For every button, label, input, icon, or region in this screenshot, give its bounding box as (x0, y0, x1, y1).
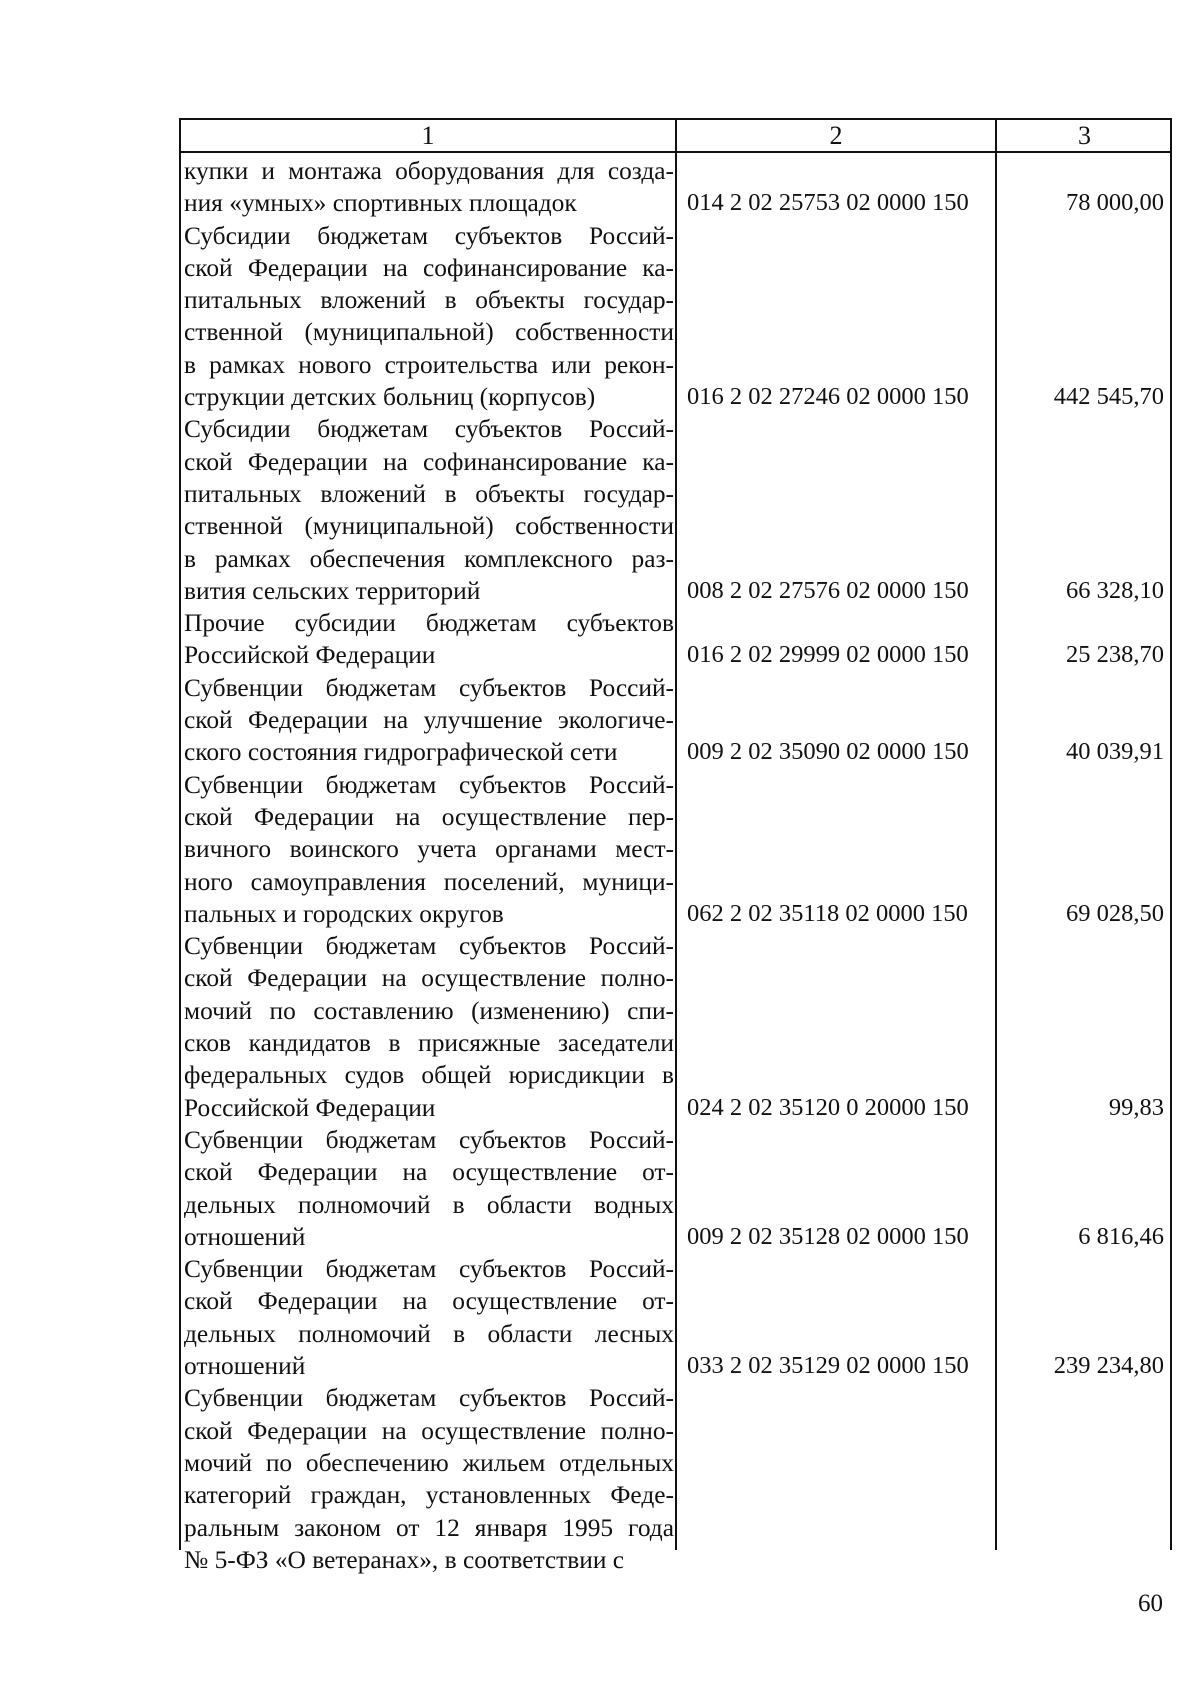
description-line: ской Федерации на улучшение экологиче- (184, 706, 674, 735)
description-line: дельных полномочий в области водных (184, 1190, 674, 1219)
budget-code: 008 2 02 27576 02 0000 150 (687, 576, 969, 604)
description-line: вития сельских территорий (184, 576, 481, 605)
amount: 239 234,80 (1053, 1352, 1164, 1380)
description-line: № 5-ФЗ «О ветеранах», в соответствии с (184, 1545, 625, 1574)
table-row (181, 607, 1170, 672)
description-line: купки и монтажа оборудования для созда- (184, 157, 674, 185)
description-line: струкции детских больниц (корпусов) (184, 383, 596, 412)
description-line: Субвенции бюджетам субъектов Россий- (184, 1126, 674, 1154)
amount: 69 028,50 (1066, 899, 1164, 927)
description-line: ской Федерации на осуществление полно- (184, 1416, 674, 1445)
row-description (184, 155, 674, 220)
budget-code: 062 2 02 35118 02 0000 150 (687, 899, 968, 927)
amount: 40 039,91 (1066, 738, 1164, 766)
row-description (184, 930, 674, 1124)
description-line: дельных полномочий в области лесных (184, 1319, 674, 1348)
amount: 99,83 (1108, 1093, 1164, 1121)
budget-code: 024 2 02 35120 0 20000 150 (687, 1093, 969, 1121)
description-line: ния «умных» спортивных площадок (184, 189, 577, 218)
budget-code: 016 2 02 27246 02 0000 150 (687, 383, 969, 411)
description-line: пальных и городских округов (184, 899, 504, 928)
table-row (181, 1124, 1170, 1253)
description-line: Субсидии бюджетам субъектов Россий- (184, 415, 674, 444)
description-line: ственной (муниципальной) собственности (184, 318, 674, 347)
description-line: ственной (муниципальной) собственности (184, 512, 674, 541)
description-line: Субвенции бюджетам субъектов Россий- (184, 1384, 674, 1413)
description-line: отношений (184, 1222, 306, 1251)
description-line: Субвенции бюджетам субъектов Россий- (184, 673, 674, 702)
row-description (184, 672, 674, 769)
description-line: Прочие субсидии бюджетам субъектов (184, 609, 674, 638)
header-col-2: 2 (829, 121, 843, 150)
budget-table (179, 118, 1172, 1574)
description-line: Субвенции бюджетам субъектов Россий- (184, 932, 674, 961)
row-description (184, 1253, 674, 1382)
amount: 6 816,46 (1078, 1222, 1164, 1250)
description-line: Российской Федерации (184, 1093, 436, 1122)
table-row (181, 155, 1170, 220)
description-line: ской Федерации на осуществление от- (184, 1158, 674, 1187)
description-line: Субвенции бюджетам субъектов Россий- (184, 1255, 674, 1284)
header-col-1: 1 (421, 121, 435, 150)
table-row (181, 769, 1170, 931)
page-number: 60 (1138, 1590, 1163, 1617)
description-line: питальных вложений в объекты государ- (184, 479, 674, 508)
description-line: ской Федерации на осуществление полно- (184, 964, 674, 993)
description-line: категорий граждан, установленных Феде- (184, 1481, 674, 1510)
table-row (181, 1253, 1170, 1382)
row-description (184, 220, 674, 414)
description-line: Субвенции бюджетам субъектов Россий- (184, 770, 674, 799)
row-description (184, 607, 674, 672)
description-line: ской Федерации на софинансирование ка- (184, 253, 674, 282)
row-description (184, 1124, 674, 1253)
budget-code: 009 2 02 35090 02 0000 150 (687, 738, 969, 766)
budget-code: 009 2 02 35128 02 0000 150 (687, 1222, 969, 1250)
description-line: сков кандидатов в присяжные заседатели (184, 1029, 674, 1058)
description-line: ного самоуправления поселений, муници- (184, 867, 674, 896)
table-header (181, 120, 1170, 153)
description-line: федеральных судов общей юрисдикции в (184, 1061, 674, 1090)
budget-code: 014 2 02 25753 02 0000 150 (687, 189, 969, 217)
table-row (181, 672, 1170, 769)
description-line: мочий по обеспечению жильем отдельных (184, 1448, 674, 1477)
description-line: Российской Федерации (184, 641, 436, 670)
table-row (181, 1382, 1170, 1576)
row-description (184, 1382, 674, 1576)
description-line: Субсидии бюджетам субъектов Россий- (184, 221, 674, 250)
description-line: мочий по составлению (изменению) спи- (184, 996, 674, 1025)
description-line: ской Федерации на осуществление пер- (184, 802, 674, 831)
description-line: вичного воинского учета органами мест- (184, 835, 674, 864)
description-line: в рамках обеспечения комплексного раз- (184, 544, 674, 573)
description-line: ского состояния гидрографической сети (184, 738, 618, 767)
row-description (184, 413, 674, 607)
table-row (181, 413, 1170, 607)
description-line: ской Федерации на осуществление от- (184, 1287, 674, 1316)
budget-code: 033 2 02 35129 02 0000 150 (687, 1352, 969, 1380)
amount: 66 328,10 (1066, 576, 1164, 604)
header-col-3: 3 (1078, 121, 1091, 150)
description-line: ской Федерации на софинансирование ка- (184, 447, 674, 476)
budget-code: 016 2 02 29999 02 0000 150 (687, 641, 969, 669)
description-line: ральным законом от 12 января 1995 года (184, 1513, 674, 1542)
amount: 78 000,00 (1066, 189, 1164, 217)
amount: 442 545,70 (1053, 383, 1164, 411)
description-line: в рамках нового строительства или рекон- (184, 350, 674, 379)
amount: 25 238,70 (1066, 641, 1164, 669)
row-description (184, 769, 674, 930)
table-row (181, 930, 1170, 1124)
description-line: питальных вложений в объекты государ- (184, 286, 674, 315)
description-line: отношений (184, 1352, 306, 1381)
table-row (181, 220, 1170, 414)
